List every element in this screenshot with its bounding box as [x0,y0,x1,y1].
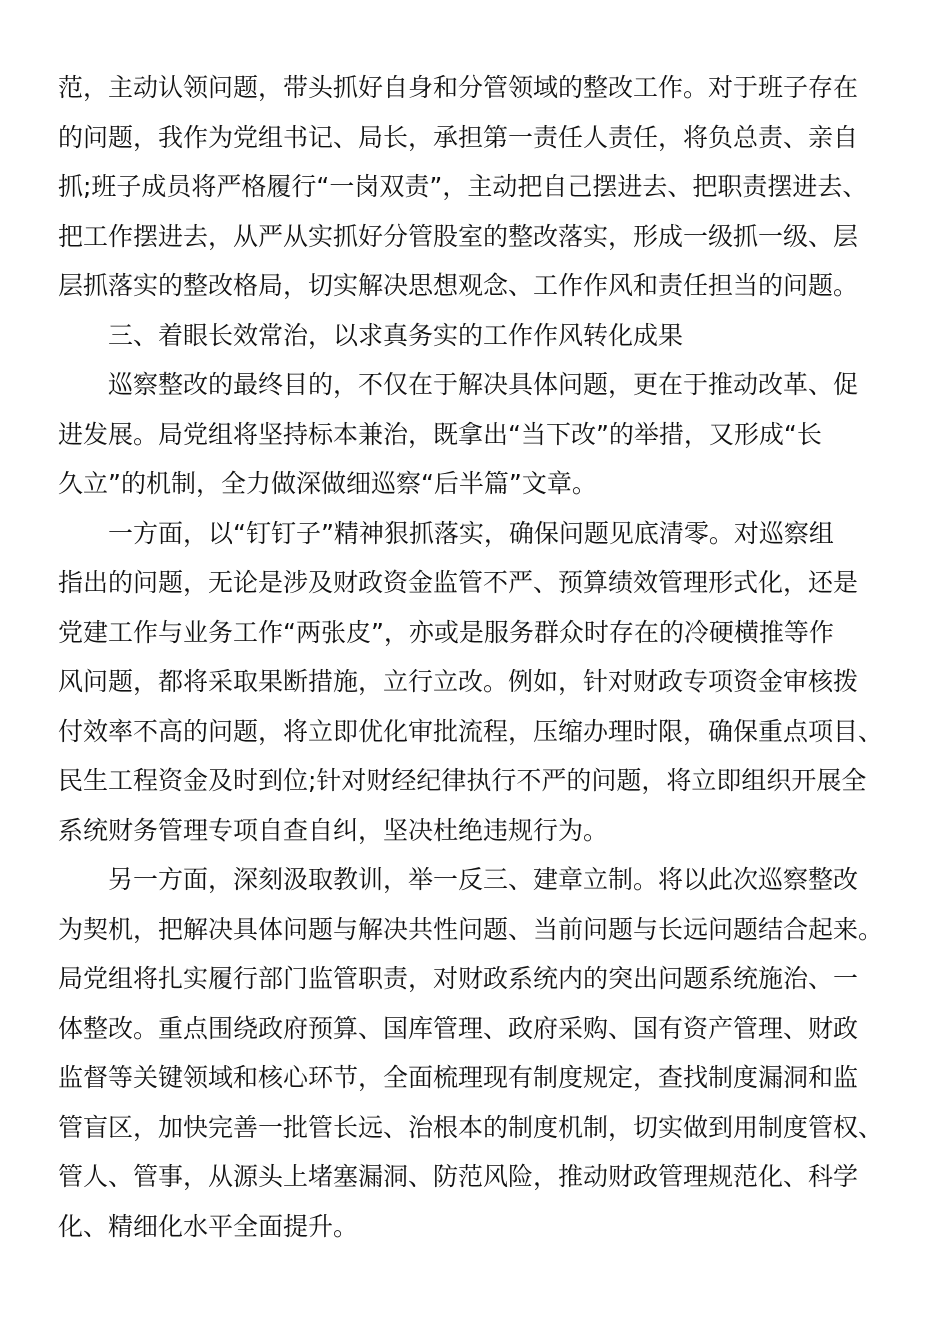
section-heading: 三、着眼长效常治，以求真务实的工作作风转化成果 [108,320,684,350]
paragraph-line: 范，主动认领问题，带头抓好自身和分管领域的整改工作。对于班子存在 [58,73,859,102]
paragraph-line: 党建工作与业务工作“两张皮”，亦或是服务群众时存在的冷硬横推等作 [58,617,834,647]
paragraph-line: 层抓落实的整改格局，切实解决思想观念、工作作风和责任担当的问题。 [58,271,859,300]
paragraph-line: 久立”的机制，全力做深做细巡察“后半篇”文章。 [58,469,597,498]
paragraph-first-line: 另一方面，深刻汲取教训，举一反三、建章立制。将以此次巡察整改 [108,865,859,894]
paragraph-line: 体整改。重点围绕政府预算、国库管理、政府采购、国有资产管理、财政 [58,1013,859,1043]
paragraph-line: 民生工程资金及时到位;针对财经纪律执行不严的问题，将立即组织开展全 [58,766,867,795]
paragraph-line: 抓;班子成员将严格履行“一岗双责”，主动把自己摆进去、把职责摆进去、 [58,172,868,201]
paragraph-line: 进发展。局党组将坚持标本兼治，既拿出“当下改”的举措，又形成“长 [58,419,822,449]
paragraph-line: 化、精细化水平全面提升。 [58,1211,359,1241]
paragraph-line: 为契机，把解决具体问题与解决共性问题、当前问题与长远问题结合起来。 [58,914,884,944]
paragraph-line: 风问题，都将采取果断措施，立行立改。例如，针对财政专项资金审核拨 [58,667,859,696]
paragraph-line: 付效率不高的问题，将立即优化审批流程，压缩办理时限，确保重点项目、 [58,716,884,746]
paragraph-line: 监督等关键领域和核心环节，全面梳理现有制度规定，查找制度漏洞和监 [58,1063,859,1092]
paragraph-line: 的问题，我作为党组书记、局长，承担第一责任人责任，将负总责、亲自 [58,122,859,152]
document-body [58,63,904,1251]
paragraph-line: 管人、管事，从源头上堵塞漏洞、防范风险，推动财政管理规范化、科学 [58,1162,859,1191]
paragraph-first-line: 巡察整改的最终目的，不仅在于解决具体问题，更在于推动改革、促 [108,370,859,399]
paragraph-line: 局党组将扎实履行部门监管职责，对财政系统内的突出问题系统施治、一 [58,964,859,993]
paragraph-line: 系统财务管理专项自查自纠，坚决杜绝违规行为。 [58,815,609,845]
paragraph-line: 管盲区，加快完善一批管长远、治根本的制度机制，切实做到用制度管权、 [58,1112,884,1142]
paragraph-line: 把工作摆进去，从严从实抓好分管股室的整改落实，形成一级抓一级、层 [58,221,859,251]
paragraph-line: 指出的问题，无论是涉及财政资金监管不严、预算绩效管理形式化，还是 [58,568,859,597]
paragraph-first-line: 一方面，以“钉钉子”精神狠抓落实，确保问题见底清零。对巡察组 [108,518,834,548]
